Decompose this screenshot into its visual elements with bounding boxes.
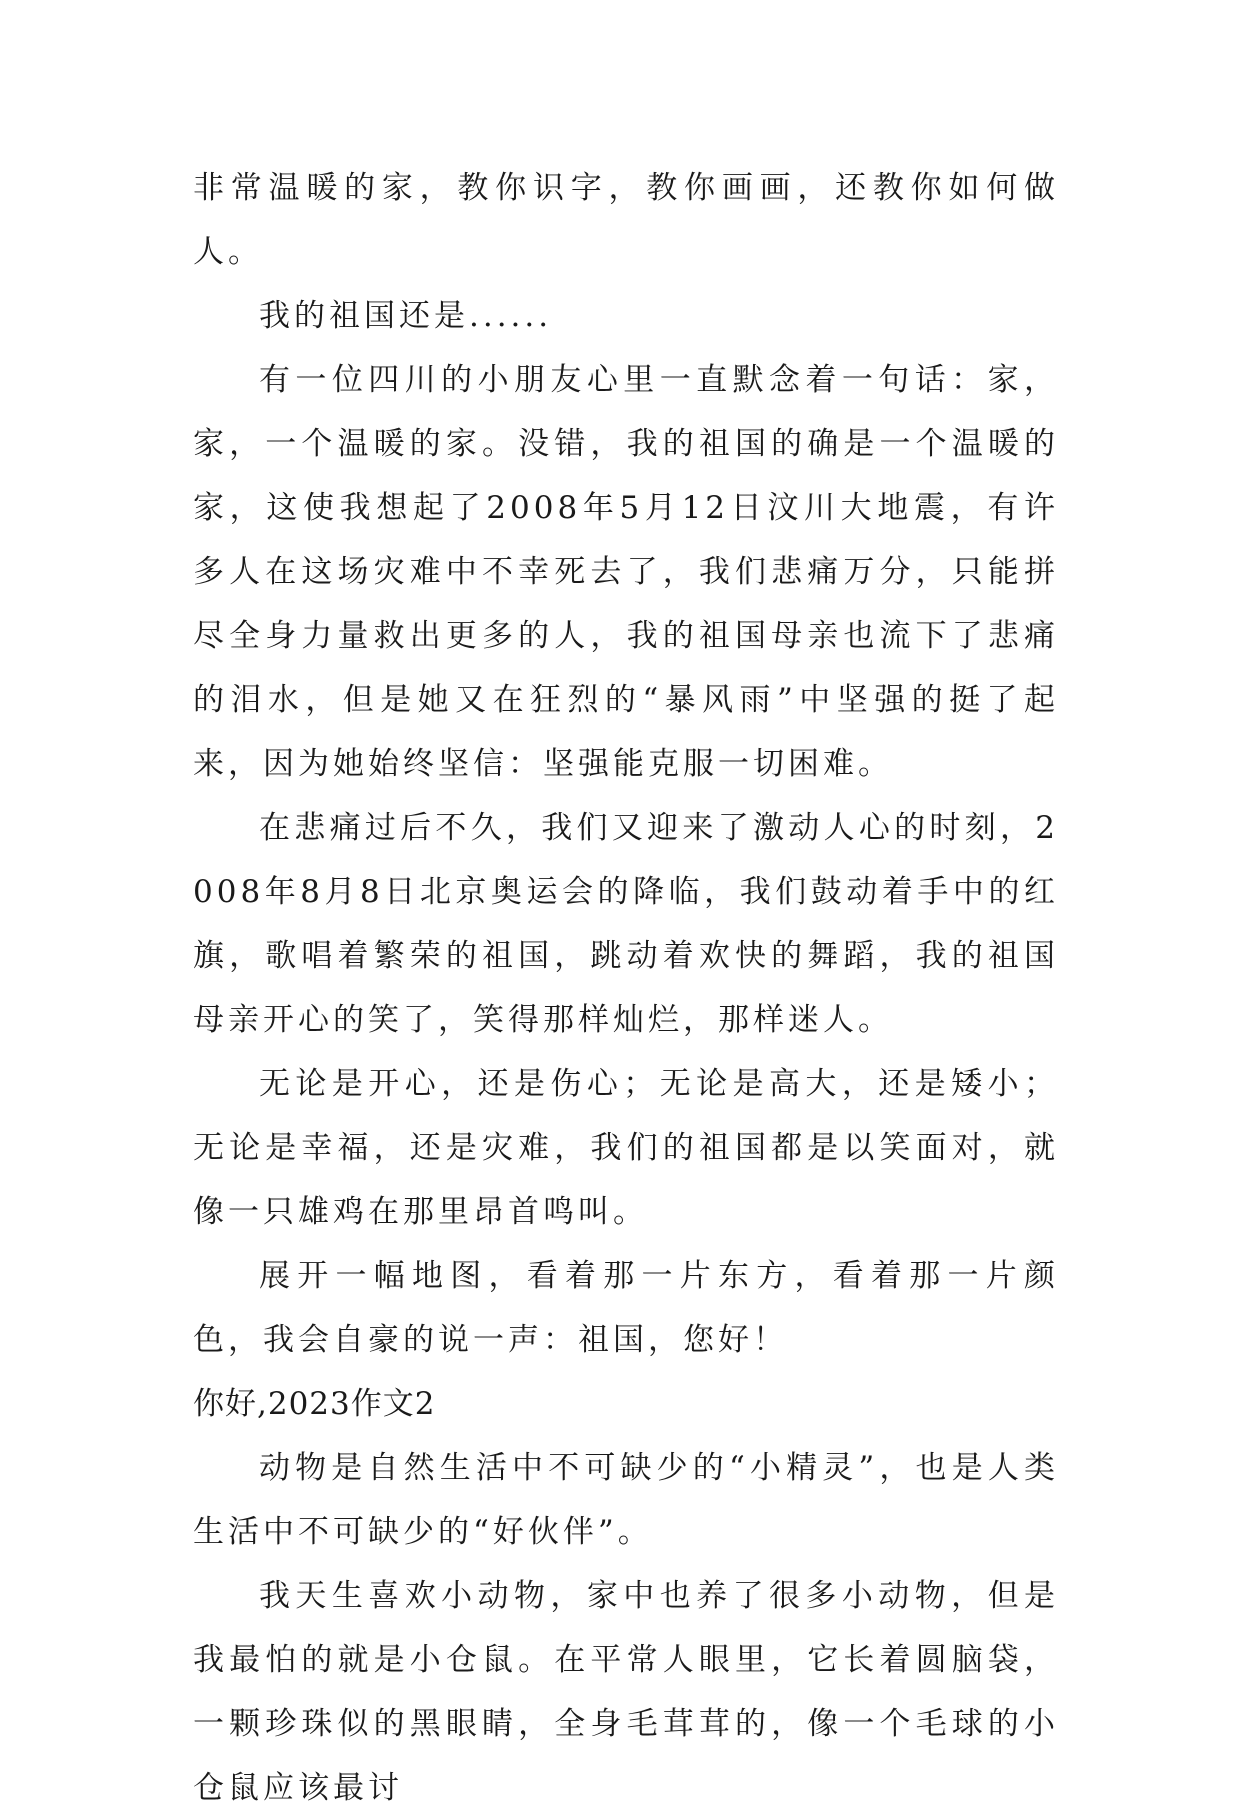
paragraph: 在悲痛过后不久，我们又迎来了激动人心的时刻，2008年8月8日北京奥运会的降临，我们鼓动着手中的红旗，歌唱着繁荣的祖国，跳动着欢快的舞蹈，我的祖国母亲开心的笑了，笑得那样灿烂，那样迷人。 [193,810,1059,1038]
paragraph: 我天生喜欢小动物，家中也养了很多小动物，但是我最怕的就是小仓鼠。在平常人眼里，它长着圆脑袋，一颗珍珠似的黑眼睛，全身毛茸茸的，像一个毛球的小仓鼠应该最讨 [193,1578,1059,1806]
paragraph-continued: 非常温暖的家，教你识字，教你画画，还教你如何做人。 [193,170,1059,270]
paragraph: 我的祖国还是...... [259,298,553,334]
paragraph: 动物是自然生活中不可缺少的“小精灵”，也是人类生活中不可缺少的“好伙伴”。 [193,1450,1059,1550]
paragraph: 展开一幅地图，看着那一片东方，看着那一片颜色，我会自豪的说一声：祖国，您好！ [193,1258,1059,1358]
document-page [193,156,1059,1820]
paragraph: 有一位四川的小朋友心里一直默念着一句话：家，家，一个温暖的家。没错，我的祖国的确是一个温暖的家，这使我想起了2008年5月12日汶川大地震，有许多人在这场灾难中不幸死去了，我们悲痛万分，只能拼尽全身力量救出更多的人，我的祖国母亲也流下了悲痛的泪水，但是她又在狂烈的“暴风雨”中坚强的挺了起来，因为她始终坚信：坚强能克服一切困难。 [193,362,1059,782]
section-title: 你好,2023作文2 [193,1386,436,1422]
paragraph: 无论是开心，还是伤心；无论是高大，还是矮小；无论是幸福，还是灾难，我们的祖国都是以笑面对，就像一只雄鸡在那里昂首鸣叫。 [193,1066,1059,1230]
